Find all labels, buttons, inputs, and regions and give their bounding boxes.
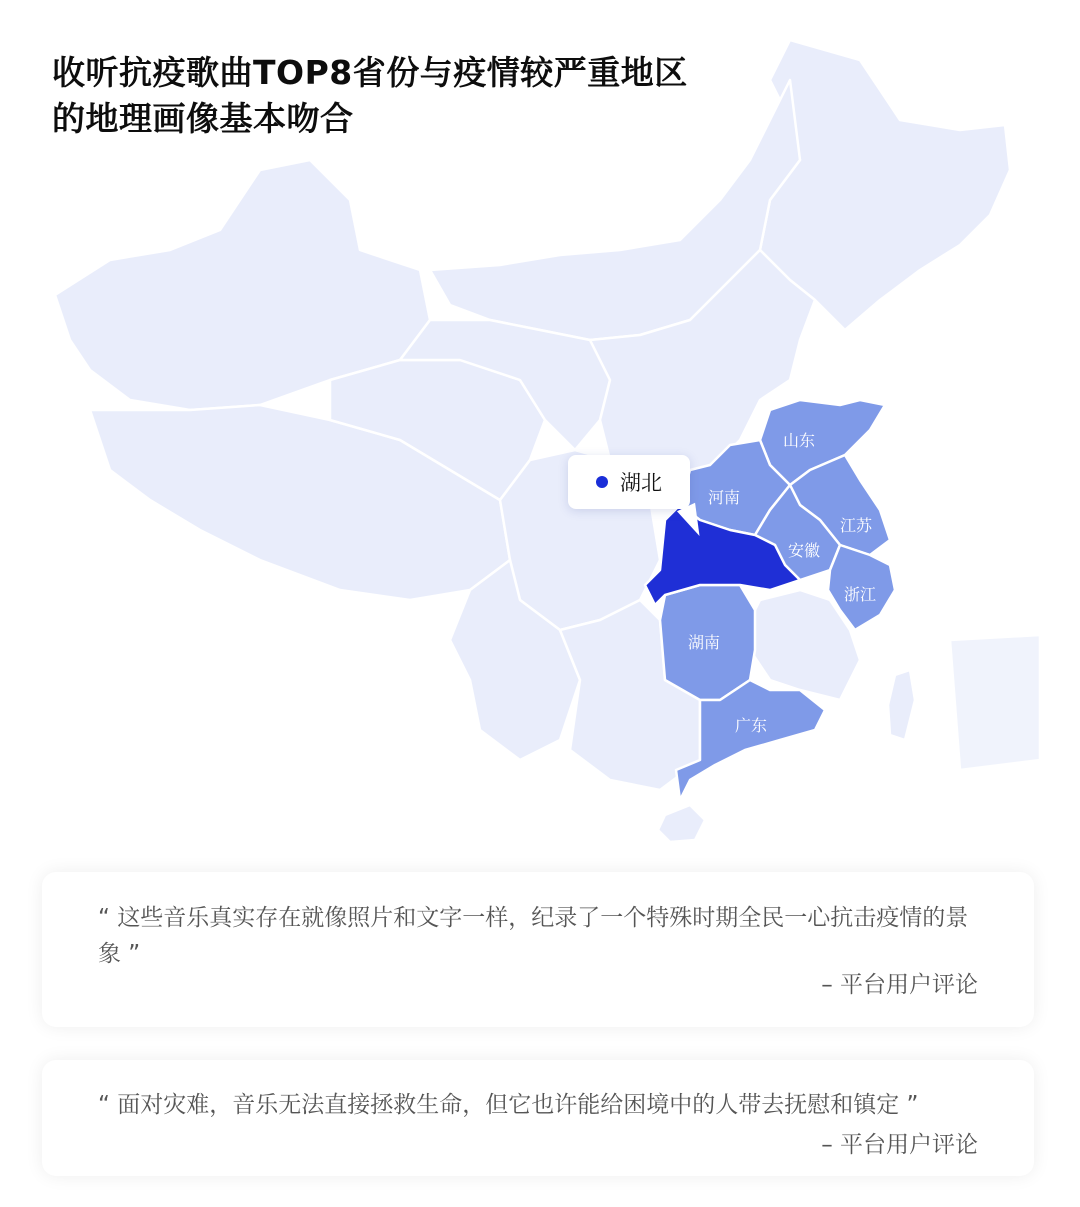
label-anhui: 安徽 [788, 541, 821, 560]
islands-region [950, 635, 1040, 770]
label-guangdong: 广东 [735, 716, 768, 735]
province-taiwan [888, 670, 915, 740]
quote-card-1 [42, 872, 1034, 1027]
tooltip-dot [596, 476, 608, 488]
quote-source-2: – 平台用户评论 [821, 1132, 978, 1158]
tooltip-label: 湖北 [620, 471, 662, 495]
title-line-2: 的地理画像基本吻合 [52, 99, 354, 138]
label-hunan: 湖南 [688, 633, 721, 652]
quote-card-2 [42, 1060, 1034, 1176]
title-line-1: 收听抗疫歌曲TOP8省份与疫情较严重地区 [52, 53, 688, 92]
quote-text-1: “ 这些音乐真实存在就像照片和文字一样，纪录了一个特殊时期全民一心抗击疫情的景象 ” [98, 905, 969, 967]
label-jiangsu: 江苏 [840, 516, 873, 535]
province-hainan [658, 805, 705, 842]
label-shandong: 山东 [783, 431, 816, 450]
quote-source-1: – 平台用户评论 [821, 972, 978, 998]
map-tooltip [568, 455, 690, 509]
label-zhejiang: 浙江 [844, 585, 877, 604]
quote-text-2: “ 面对灾难，音乐无法直接拯救生命，但它也许能给困境中的人带去抚慰和镇定 ” [98, 1092, 919, 1118]
label-henan: 河南 [708, 488, 741, 507]
